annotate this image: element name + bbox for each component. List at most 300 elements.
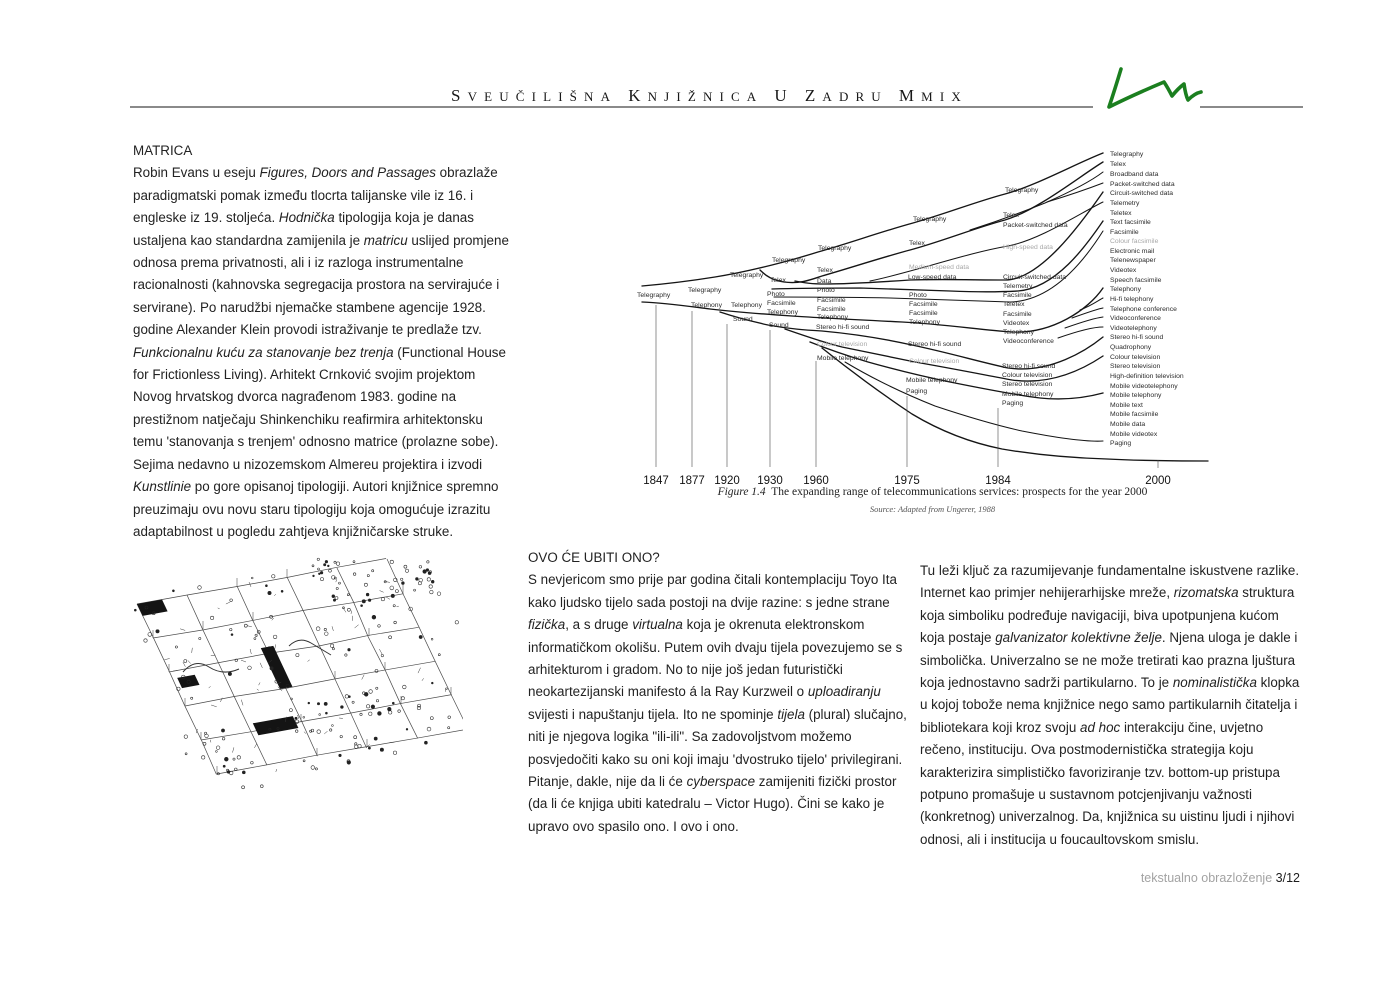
figure-label: Telex [1003, 212, 1019, 219]
sketch-mark [394, 621, 397, 624]
sketch-mark [164, 659, 169, 660]
sketch-mark [308, 702, 310, 704]
figure-year-tick: 1930 [757, 475, 783, 487]
sketch-mark [317, 703, 319, 705]
sketch-mark [209, 686, 211, 688]
sketch-mark [216, 751, 218, 753]
figure-label: Teletex [1003, 301, 1025, 308]
sketch-mark [332, 626, 333, 631]
figure-label: Photo [817, 287, 835, 294]
figure-label: Mobile telephony [817, 355, 869, 362]
sketch-mark [281, 590, 283, 592]
sketch-mark [274, 594, 276, 596]
sketch-mark [347, 761, 351, 765]
figure-label: Data [817, 278, 832, 285]
sketch-mark [325, 712, 327, 714]
sketch-mark [313, 575, 315, 577]
sketch-mark [224, 757, 228, 761]
sketch-mark [414, 589, 416, 591]
figure-label: Hi-fi telephony [1110, 296, 1154, 303]
sketch-mark [330, 729, 332, 731]
sketch-mark [353, 573, 356, 576]
sketch-mark [391, 594, 394, 597]
figure-label: Telex [1110, 161, 1126, 168]
sketch-mark [380, 748, 383, 751]
sketch-mark [332, 648, 334, 650]
sketch-mark [210, 740, 211, 743]
figure-label: Telephony [691, 302, 722, 309]
sketch-mark [381, 654, 383, 656]
figure-label: Telemetry [1003, 283, 1033, 290]
figure-label: Facsimile [909, 310, 938, 317]
section-matrica [133, 140, 514, 543]
figure-label: Telex [817, 267, 833, 274]
sketch-mark [254, 743, 257, 748]
figure-label: Photo [909, 292, 927, 299]
figure-label: Telephony [909, 319, 940, 326]
sketch-mark [148, 633, 152, 637]
figure-year-tick: 2000 [1145, 475, 1171, 487]
sketch-mark [402, 582, 405, 585]
figure-label: Facsimile [817, 297, 846, 304]
telecom-tree-diagram [560, 140, 1305, 532]
figure-year-tick: 1960 [803, 475, 829, 487]
figure-label: Telegraphy [1110, 151, 1144, 158]
sketch-mark [369, 690, 373, 694]
sketch-mark [339, 754, 342, 757]
sketch-mark [221, 729, 224, 732]
figure-label: High-definition television [1110, 373, 1184, 380]
figure-label: Mobile data [1110, 421, 1146, 428]
sketch-mark [289, 709, 292, 712]
sketch-mark [336, 587, 338, 589]
sketch-mark [384, 581, 390, 582]
figure-label: Mobile telephony [1110, 392, 1162, 399]
sketch-mark [393, 605, 395, 607]
ovo-heading: OVO ĆE UBITI ONO? [528, 550, 660, 565]
sketch-mark [389, 636, 392, 639]
sketch-mark [329, 569, 332, 572]
sketch-mark [430, 717, 433, 720]
sketch-mark [201, 695, 452, 740]
figure-label: Stereo hi-fi sound [1002, 363, 1056, 370]
sketch-mark [448, 727, 450, 729]
sketch-mark [340, 735, 342, 737]
figure-label: Videoconference [1003, 338, 1054, 345]
sketch-mark [222, 737, 225, 740]
sketch-mark [437, 592, 441, 596]
sketch-mark [296, 654, 299, 657]
figure-label: Telemetry [1110, 200, 1140, 207]
figure-label: Telephone conference [1110, 306, 1177, 313]
section-ovo-ce-ubiti-ono [528, 547, 907, 838]
sketch-mark [177, 675, 199, 688]
sketch-mark [448, 716, 451, 719]
sketch-mark [242, 786, 245, 789]
sketch-mark [366, 593, 369, 596]
sketch-mark [324, 731, 327, 734]
sketch-mark [324, 564, 326, 566]
figure-label: Broadband data [1110, 171, 1159, 178]
sketch-mark [379, 649, 382, 654]
sketch-mark [265, 585, 267, 587]
sketch-mark [405, 569, 408, 572]
sketch-mark [320, 578, 323, 581]
figure-label: Colour television [817, 341, 868, 348]
sketch-mark [317, 730, 321, 734]
sketch-mark [347, 608, 350, 611]
figure-label: Text facsimile [1110, 219, 1151, 226]
sketch-mark [172, 590, 174, 592]
sketch-mark [376, 700, 378, 702]
sketch-mark [226, 602, 230, 604]
sketch-mark [203, 742, 206, 745]
sketch-mark [354, 736, 357, 739]
sketch-mark [367, 575, 369, 577]
figure-label: Electronic mail [1110, 248, 1155, 255]
axonometric-sketch [131, 554, 463, 802]
sketch-mark [430, 590, 433, 593]
sketch-mark [259, 683, 261, 686]
figure-label: Sound [733, 316, 753, 323]
figure-label: Paging [1110, 440, 1132, 447]
sketch-mark [345, 695, 348, 698]
sketch-mark [319, 714, 321, 716]
sketch-mark [403, 685, 407, 689]
sketch-mark [134, 609, 136, 611]
sketch-mark [388, 707, 392, 711]
figure-label: Packet-switched data [1003, 222, 1068, 229]
sketch-mark [198, 586, 202, 590]
footer [900, 871, 1300, 885]
figure-telecom-diagram [560, 140, 1305, 532]
figure-label: Paging [1002, 400, 1024, 407]
matrica-heading: MATRICA [133, 143, 193, 158]
sketch-mark [303, 760, 305, 762]
sketch-mark [387, 559, 463, 729]
figure-label: Mobile videotelephony [1110, 383, 1178, 390]
sketch-mark [241, 660, 246, 662]
sketch-mark [291, 698, 293, 700]
right-body: Tu leži ključ za razumijevanje fundamentalne iskustvene razlike. Internet kao primjer nehijerarhijske mreže, rizomatska struktura koja simboliku podređuje navigaciji, biva upotpunjena kućom koja postaje galvanizator kolektivne želje. Njena uloga je dakle i simbolička. Univerzalno se ne može tretirati kao prazna ljuštura koja jednostavno sadrži partikularno. To je nominalistička klopka u kojoj tobože nema knjižnice nego samo partikularnih čitatelja i bibliotekara koji kroz svoju ad hoc interakciju čine, uvjetno rečeno, instituciju. Ova postmodernistička strategija koju karakterizira simplističko favoriziranje tzv. bottom-up pristupa potpuno promašuje u sustavnom potcjenjivanju važnosti (konkretnog) univerzalnog. Da, knjižnica su uistinu ljudi i njihovi odnosi, ali i institucija u foucaultovskom smislu. [920, 563, 1300, 847]
sketch-mark [416, 578, 419, 581]
figure-label: Facsimile [1110, 229, 1139, 236]
sketch-mark [324, 702, 327, 705]
sketch-mark [427, 561, 429, 563]
sketch-mark [220, 698, 222, 702]
sketch-mark [339, 582, 341, 584]
sketch-mark [390, 560, 393, 563]
sketch-mark [378, 625, 381, 628]
figure-year-tick: 1847 [643, 475, 669, 487]
figure-label: Telegraphy [637, 292, 671, 299]
sketch-mark [378, 712, 382, 716]
sketch-mark [375, 669, 378, 672]
sketch-mark [228, 672, 231, 675]
sketch-mark [230, 628, 232, 630]
sketch-mark [231, 634, 233, 636]
sketch-mark [137, 559, 386, 605]
sketch-mark [372, 615, 376, 619]
sketch-mark [320, 571, 323, 574]
sketch-mark [418, 668, 421, 673]
figure-label: Sound [769, 322, 789, 329]
figure-year-tick: 1920 [714, 475, 740, 487]
sketch-mark [311, 766, 315, 770]
sketch-mark [242, 771, 245, 774]
sketch-mark [233, 747, 234, 752]
sketch-mark [248, 666, 252, 670]
figure-label: Mobile telephony [906, 377, 958, 384]
sketch-mark [318, 568, 320, 570]
figure-label: Videotex [1110, 267, 1137, 274]
figure-label: Mobile telephony [1002, 391, 1054, 398]
figure-label: Facsimile [1003, 311, 1032, 318]
figure-year-tick: 1975 [894, 475, 920, 487]
sketch-mark [184, 660, 187, 663]
sketch-mark [210, 616, 213, 619]
figure-year-tick: 1984 [985, 475, 1011, 487]
sketch-mark [360, 713, 362, 715]
sketch-mark [455, 621, 458, 624]
figure-label: Stereo hi-fi sound [908, 341, 962, 348]
figure-label: Telephony [767, 309, 798, 316]
sketch-mark [422, 678, 424, 681]
figure-source: Source: Adapted from Ungerer, 1988 [869, 504, 996, 514]
sketch-mark [318, 573, 320, 575]
sketch-mark [336, 562, 339, 565]
sketch-mark [272, 618, 274, 620]
sketch-mark [364, 583, 367, 586]
figure-label: Telephony [1110, 286, 1141, 293]
sketch-mark [390, 586, 394, 590]
sketch-mark [273, 635, 277, 639]
figure-label: Telegraphy [730, 272, 764, 279]
figure-label: High-speed data [1003, 244, 1053, 251]
figure-label: Mobile videotex [1110, 431, 1158, 438]
sketch-mark [364, 692, 368, 696]
sketch-mark [351, 611, 352, 614]
figure-label: Telex [770, 277, 786, 284]
sketch-mark [257, 689, 259, 690]
sketch-mark [276, 769, 277, 772]
sketch-mark [366, 705, 369, 708]
sketch-mark [392, 702, 394, 704]
sketch-mark [250, 649, 251, 654]
sketch-mark [324, 628, 326, 630]
sketch-mark [418, 704, 421, 707]
sketch-mark [275, 644, 276, 649]
section-right-text [920, 560, 1301, 851]
figure-label: Colour television [1110, 354, 1161, 361]
sketch-mark [211, 705, 217, 707]
sketch-mark [244, 624, 247, 627]
figure-label: Telegraphy [818, 245, 852, 252]
figure-label: Facsimile [767, 300, 796, 307]
sketch-mark [199, 637, 201, 639]
sketch-mark [429, 585, 432, 588]
sketch-mark [272, 575, 275, 578]
sketch-mark [251, 761, 254, 764]
sketch-mark [345, 654, 347, 656]
sketch-mark [352, 701, 354, 703]
sketch-mark [355, 625, 359, 628]
sketch-mark [325, 560, 328, 563]
sketch-mark [241, 700, 243, 706]
sketch-mark [202, 756, 205, 759]
sketch-mark [341, 706, 344, 709]
figure-label: Stereo hi-fi sound [1110, 334, 1164, 341]
sketch-mark [431, 580, 434, 583]
sketch-mark [175, 646, 177, 648]
sketch-mark [389, 711, 392, 714]
sketch-mark [376, 687, 378, 689]
sketch-mark [253, 716, 299, 735]
sketch-mark [427, 578, 430, 581]
figure-label: Videotex [1003, 320, 1030, 327]
figure-caption-text: The expanding range of telecommunications services: prospects for the year 2000 [771, 486, 1148, 498]
figure-label: Colour facsimile [1110, 238, 1159, 245]
figure-label: Colour television [909, 358, 960, 365]
figure-label: Stereo hi-fi sound [816, 324, 870, 331]
sketch-mark [427, 727, 431, 731]
ovo-body: S nevjericom smo prije par godina čitali kontemplaciju Toyo Ita kako ljudsko tijelo sada postoji na dvije razine: s jedne strane fizička, a s druge virtualna koja je okrenuta elektronskom informatičkom okolišu. Putem ovih dvaju tijela povezujemo se s arhitekturom i gradom. No to nije još jedan futuristički neokartezijanski manifesto á la Ray Kurzweil o uploadiranju svijesti i napuštanju tijela. Ito ne spominje tijela (plural) slučajno, niti je njegova logika "ili-ili". Sa zadovoljstvom možemo posvjedočiti kako su oni koji imaju 'dvostruko tijelo' privilegirani. Pitanje, dakle, nije da li će cyberspace zamijeniti fizički prostor (da li će knjiga ubiti katedralu – Victor Hugo). Čini se kako je upravo ovo spasilo ono. I ovo i ono. [528, 572, 907, 834]
sketch-mark [316, 627, 320, 631]
sketch-mark [237, 756, 240, 759]
sketch-mark [371, 705, 375, 709]
sketch-mark [431, 682, 433, 684]
sketch-mark [380, 591, 384, 593]
sketch-mark [303, 716, 305, 718]
logo-squiggle-icon [1088, 66, 1206, 124]
sketch-mark [401, 578, 403, 580]
figure-label: Telegraphy [772, 257, 806, 264]
sketch-mark [218, 608, 220, 609]
figure-label: Mobile facsimile [1110, 411, 1159, 418]
sketch-mark [361, 605, 363, 607]
figure-label: Telex [909, 240, 925, 247]
sketch-mark [423, 570, 427, 574]
figure-label: Telegraphy [913, 216, 947, 223]
figure-label: Paging [906, 388, 928, 395]
sketch-mark [368, 747, 370, 749]
header-rule-left [130, 106, 1093, 108]
figure-label: Quadrophony [1110, 344, 1152, 351]
sketch-mark [317, 558, 319, 560]
sketch-mark [295, 717, 297, 719]
figure-label: Colour television [1002, 372, 1053, 379]
sketch-mark [325, 632, 329, 636]
figure-label: Facsimile [1003, 292, 1032, 299]
sketch-mark [431, 638, 433, 640]
sketch-mark [268, 591, 271, 594]
sketch-mark [332, 725, 334, 727]
figure-label: Videoconference [1110, 315, 1161, 322]
figure-label: Packet-switched data [1110, 181, 1175, 188]
sketch-mark [347, 594, 349, 596]
footer-page-number: 3/12 [1275, 871, 1300, 885]
sketch-mark [247, 626, 252, 627]
figure-caption-number: Figure 1.4 [717, 486, 766, 498]
sketch-mark [233, 758, 235, 760]
footer-label: tekstualno obrazloženje [1140, 871, 1273, 885]
sketch-mark [205, 734, 209, 738]
figure-label: Telegraphy [688, 287, 722, 294]
sketch-mark [187, 595, 267, 765]
sketch-mark [362, 600, 365, 603]
sketch-mark [354, 745, 358, 749]
sketch-mark [185, 661, 435, 706]
figure-label: Stereo television [1002, 381, 1053, 388]
header-rule-right [1200, 106, 1303, 108]
figure-label: Facsimile [817, 306, 846, 313]
figure-label: Mobile text [1110, 402, 1143, 409]
sketch-mark [185, 753, 187, 755]
sketch-mark [368, 599, 371, 602]
sketch-mark [308, 660, 310, 662]
figure-year-tick: 1877 [679, 475, 705, 487]
sketch-mark [334, 561, 336, 563]
sketch-mark [335, 597, 338, 600]
sketch-mark [295, 730, 298, 733]
figure-label: Facsimile [909, 301, 938, 308]
sketch-mark [372, 570, 374, 572]
sketch-mark [270, 667, 273, 670]
sketch-mark [304, 732, 306, 734]
sketch-mark [438, 654, 440, 656]
sketch-mark [251, 577, 253, 579]
sketch-mark [191, 697, 193, 699]
sketch-mark [369, 712, 372, 715]
sketch-mark [156, 630, 159, 633]
figure-label: Telegraphy [1005, 187, 1039, 194]
sketch-mark [386, 597, 390, 599]
figure-label: Stereo television [1110, 363, 1161, 370]
figure-label: Photo [767, 291, 785, 298]
sketch-mark [348, 648, 351, 651]
figure-label: Videotelephony [1110, 325, 1157, 332]
figure-label: Medium-speed data [909, 264, 970, 271]
sketch-mark [419, 635, 422, 638]
sketch-mark [260, 785, 263, 788]
figure-label: Telephony [731, 302, 762, 309]
sketch-mark [353, 561, 355, 563]
sketch-mark [312, 565, 314, 567]
sketch-mark [180, 629, 185, 631]
sketch-mark [406, 728, 408, 730]
sketch-mark [401, 697, 404, 700]
figure-label: Circuit-switched data [1003, 274, 1067, 281]
sketch-mark [230, 599, 233, 602]
page-title: SVEUČILIŠNA KNJIŽNICA U ZADRU MMIX [451, 86, 968, 105]
sketch-mark [395, 590, 398, 593]
figure-caption [560, 486, 1305, 498]
sketch-mark [362, 675, 365, 680]
sketch-mark [336, 579, 337, 582]
sketch-mark [424, 741, 427, 744]
figure-label: Teletex [1110, 210, 1132, 217]
sketch-mark [144, 639, 147, 642]
sketch-mark [315, 768, 317, 770]
sketch-mark [260, 663, 262, 668]
sketch-mark [192, 648, 193, 653]
sketch-mark [374, 737, 377, 740]
sketch-mark [254, 638, 256, 640]
sketch-mark [216, 746, 220, 750]
sketch-mark [184, 735, 187, 738]
sketch-mark [327, 565, 329, 567]
figure-label: Telephony [817, 314, 848, 321]
